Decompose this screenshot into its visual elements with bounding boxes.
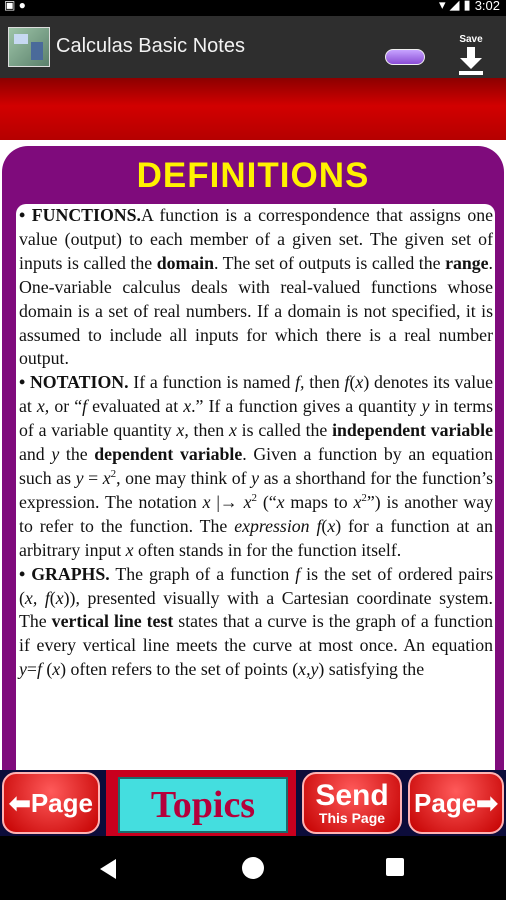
text-segment: range [445,252,489,273]
definition-term: GRAPHS. [31,563,110,584]
text-segment: . The set of outputs is called the [214,252,446,273]
app-bar [0,16,506,78]
text-segment: . Given a function by an equation such as [19,444,494,488]
bullet: • [19,372,30,393]
text-segment: ”) is another way to refer to the function. The [19,491,494,536]
bullet: • [19,563,32,584]
text-segment: domain [156,252,214,273]
topics-label: Topics [118,777,288,833]
text-segment: f [344,372,350,393]
text-segment: If a function is named [128,372,296,393]
text-segment: ( [41,659,53,680]
text-segment: x [52,659,61,680]
text-segment: ( [321,515,328,536]
text-segment: ( [349,372,356,393]
text-segment: ) satisfying the [318,659,425,680]
text-segment: = [83,467,103,488]
text-segment: x [202,491,211,512]
text-segment: 2 [110,468,117,481]
text-segment: (“ [256,491,277,512]
notes-text-panel[interactable] [16,204,495,776]
text-segment: The graph of a function [109,563,296,584]
text-segment: f, [295,372,305,393]
save-button[interactable] [448,35,494,81]
text-segment: evaluated at [87,396,184,417]
battery-icon: ▮ [463,0,471,12]
text-segment: x [102,467,111,488]
next-page-button[interactable] [408,772,504,834]
text-segment: then [304,372,345,393]
text-segment: is the set of ordered pairs ( [19,563,493,608]
text-segment: x [276,491,285,512]
text-segment: x [353,491,362,512]
definition-term: FUNCTIONS. [31,205,141,225]
definition-term: NOTATION. [29,372,129,393]
text-segment: and [19,444,52,465]
notes-text [16,204,495,682]
status-notification-icons: ▣ ● [4,0,26,12]
definitions-card [2,146,504,786]
next-page-label: Page [414,787,477,818]
content-frame [0,140,506,770]
send-page-button[interactable] [302,772,402,834]
text-segment: or “ [49,396,83,417]
text-segment: .” If a function gives a quantity [191,396,422,417]
text-segment: states that a curve is the graph of a function if every vertical line meets the curve at most once. An equation [19,611,494,656]
text-segment: |→ [210,491,244,512]
signal-icon: ◢ [449,0,460,12]
text-segment: x,y [298,659,319,680]
text-segment: A function is a correspondence that assigns one value (output) to each member of a given set. The given set of inputs is called the [19,205,494,273]
text-segment: x [125,539,134,560]
text-segment: as a shorthand for the function’s expression. The notation [19,467,494,512]
send-sublabel: This Page [318,810,386,826]
app-title: Calculas Basic Notes [56,35,245,57]
text-segment: x [355,372,364,393]
text-segment: vertical line test [51,611,174,632]
text-segment: 2 [251,491,257,504]
status-bar [0,0,506,16]
text-segment: y [19,659,27,680]
save-label: Save [459,34,483,45]
text-segment: , one may think of [116,467,252,488]
home-icon[interactable] [242,857,264,879]
text-segment: x [55,587,64,608]
text-segment: expression f [234,515,322,536]
page-heading: DEFINITIONS [136,156,370,195]
send-label: Send [315,779,389,812]
text-segment: maps to [284,491,354,512]
app-logo-icon [8,27,50,67]
text-segment: x, f [24,587,50,608]
left-arrow-icon: ⬅ [9,787,31,818]
text-segment: y [251,467,260,488]
recents-icon[interactable] [386,858,404,876]
text-segment: f [36,659,42,680]
text-segment: is called the [236,420,333,441]
previous-page-label: Page [30,787,93,818]
red-banner [0,78,506,140]
text-segment: ) denotes its value at [19,372,493,417]
previous-page-button[interactable] [2,772,100,834]
text-segment: ) for a function at an arbitrary input [19,515,493,560]
text-segment: x [243,491,252,512]
text-segment: )), presented visually with a Cartesian coordinate system. The [19,587,493,632]
text-segment: the [59,444,95,465]
text-segment: x [228,420,237,441]
text-segment: independent variable [332,420,493,441]
text-segment: ( [49,587,56,608]
text-segment: x [183,396,192,417]
menu-pill-button[interactable] [385,49,425,65]
text-segment: ) often refers to the set of points ( [60,659,299,680]
system-nav-bar [0,836,506,900]
status-time: 3:02 [474,0,500,13]
text-segment: y [51,444,60,465]
text-segment: in terms of a variable quantity [19,396,493,441]
text-segment: . One-variable calculus deals with real-valued functions whose domain is a set of real numbers. If a domain is not specified, it is assumed to include all inputs for which there is a real number output. [19,252,493,369]
text-segment: 2 [361,491,367,504]
topics-button[interactable] [106,770,296,836]
wifi-icon: ▾ [439,0,446,12]
back-arrow-icon[interactable] [98,858,118,880]
save-download-icon [458,47,484,75]
right-arrow-icon: ➡ [476,787,498,818]
status-right-group [439,0,500,13]
text-segment: dependent variable [94,444,243,465]
text-segment: x, [176,420,189,441]
definition-paragraph [19,204,493,371]
text-segment: x [327,515,336,536]
text-segment: often stands in for the function itself. [133,539,402,560]
text-segment: y [75,467,84,488]
definition-paragraph [19,371,493,562]
bullet: • [19,205,32,225]
text-segment: x, [36,396,50,417]
text-segment: f [295,563,301,584]
bottom-toolbar [0,770,506,836]
text-segment: f [82,396,88,417]
text-segment: y [421,396,430,417]
text-segment: then [188,420,229,441]
text-segment: = [26,659,37,680]
definition-paragraph [19,563,493,683]
